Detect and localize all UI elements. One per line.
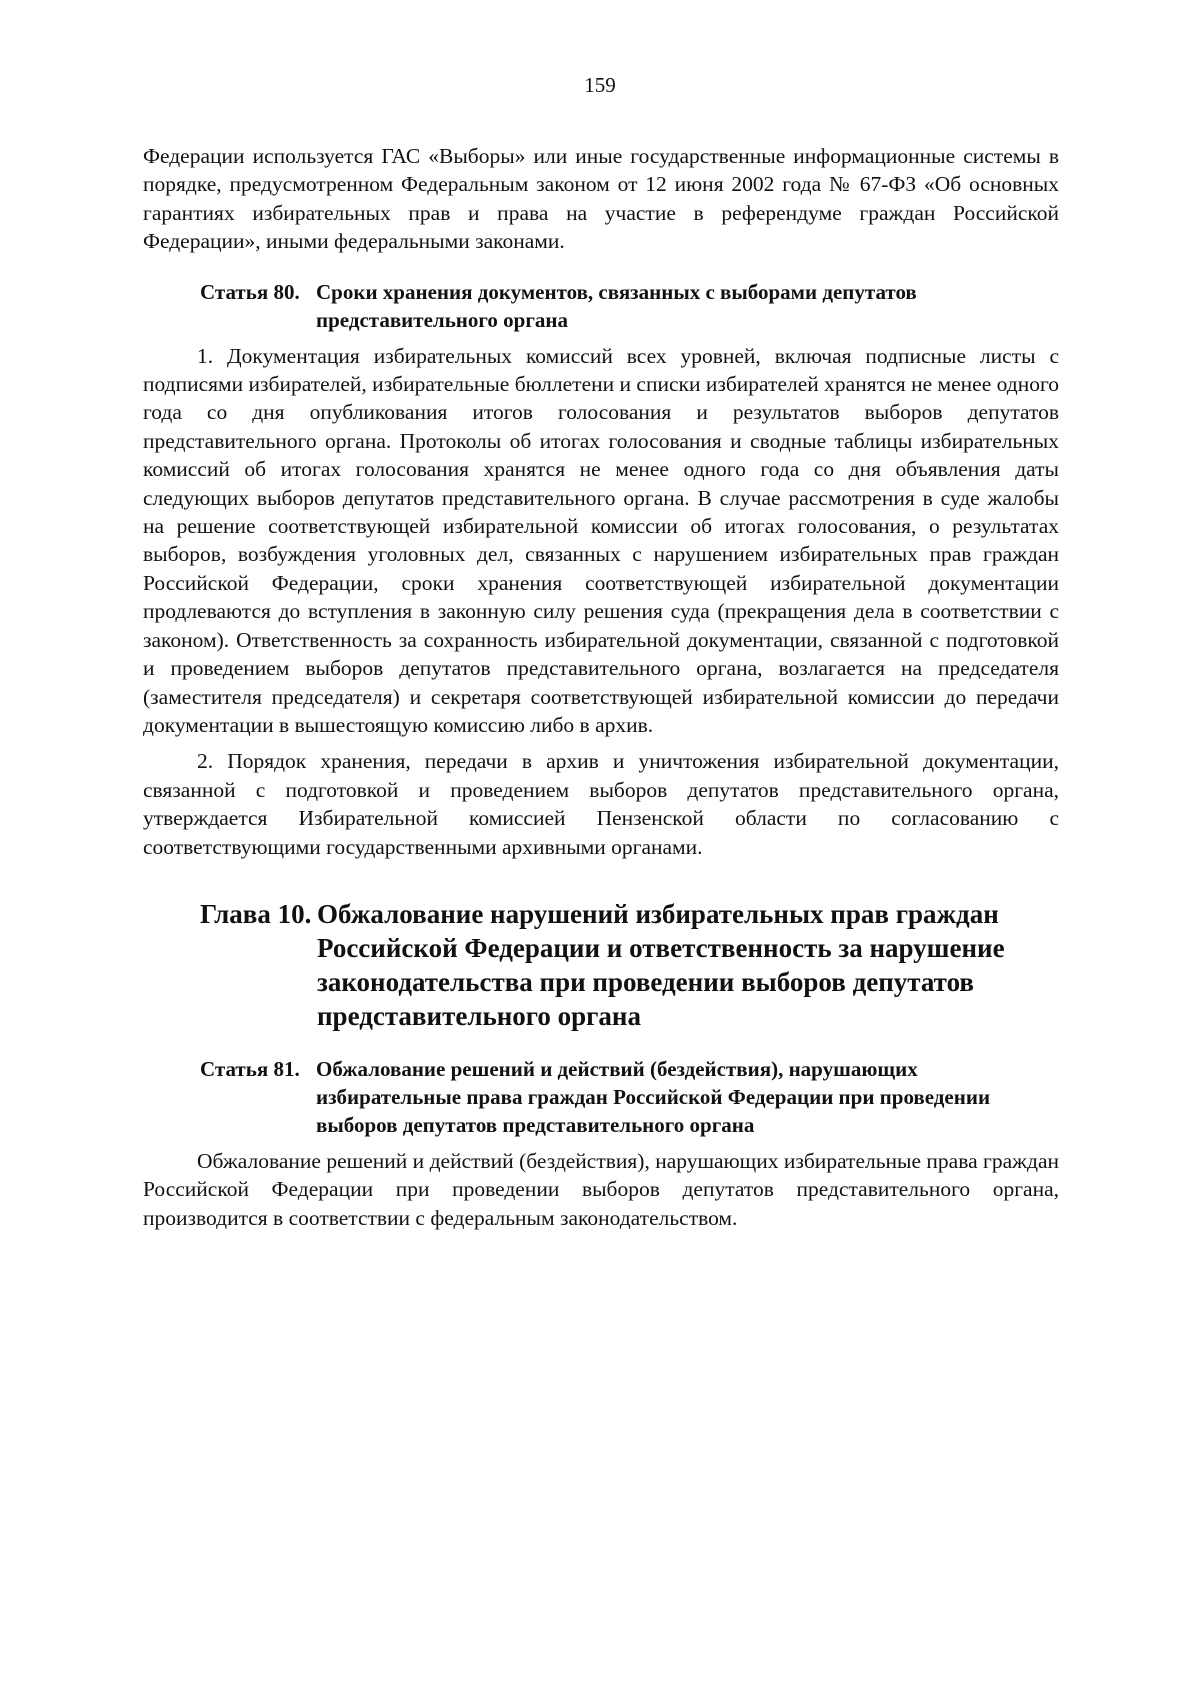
article-80-title: Сроки хранения документов, связанных с выборами депутатов представительного органа — [316, 279, 917, 332]
article-81-number: Статья 81. — [200, 1056, 300, 1081]
article-80-heading — [143, 278, 1059, 334]
page-content — [143, 142, 1059, 1232]
article-81-title: Обжалование решений и действий (бездействия), нарушающих избирательные права граждан Российской Федерации при проведении выборов депутатов представительного органа — [316, 1056, 991, 1137]
page-number: 159 — [584, 73, 616, 97]
article-80-paragraph-1: 1. Документация избирательных комиссий всех уровней, включая подписные листы с подписями избирателей, избирательные бюллетени и списки избирателей хранятся не менее одного года со дня опубликования итогов голосования и результатов выборов депутатов представительного органа. Протоколы об итогах голосования и сводные таблицы избирательных комиссий об итогах голосования хранятся не менее одного года со дня объявления даты следующих выборов депутатов представительного органа. В случае рассмотрения в суде жалобы на решение соответствующей избирательной комиссии об итогах голосования, о результатах выборов, возбуждения уголовных дел, связанных с нарушением избирательных прав граждан Российской Федерации, сроки хранения соответствующей избирательной документации продлеваются до вступления в законную силу решения суда (прекращения дела в соответствии с законом). Ответственность за сохранность избирательной документации, связанной с подготовкой и проведением выборов депутатов представительного органа, возлагается на председателя (заместителя председателя) и секретаря соответствующей избирательной комиссии до передачи документации в вышестоящую комиссию либо в архив. — [143, 343, 1059, 737]
article-81-heading — [143, 1055, 1059, 1139]
article-80-paragraph-2: 2. Порядок хранения, передачи в архив и уничтожения избирательной документации, связанной с подготовкой и проведением выборов депутатов представительного органа, утверждается Избирательной комиссией Пензенской области по согласованию с соответствующими государственными архивными органами. — [143, 749, 1059, 859]
chapter-10-number: Глава 10. — [200, 898, 312, 929]
chapter-10-heading — [143, 897, 1059, 1033]
chapter-10-title: Обжалование нарушений избирательных прав граждан Российской Федерации и ответственность за нарушение законодательства при проведении выборов депутатов представительного органа — [317, 898, 1005, 1031]
intro-paragraph: Федерации используется ГАС «Выборы» или иные государственные информационные системы в порядке, предусмотренном Федеральным законом от 12 июня 2002 года № 67-ФЗ «Об основных гарантиях избирательных прав и права на участие в референдуме граждан Российской Федерации», иными федеральными законами. — [143, 144, 1059, 254]
article-80-number: Статья 80. — [200, 279, 300, 304]
article-81-paragraph-1: Обжалование решений и действий (бездействия), нарушающих избирательные права граждан Российской Федерации при проведении выборов депутатов представительного органа, производится в соответствии с федеральным законодательством. — [143, 1148, 1059, 1230]
